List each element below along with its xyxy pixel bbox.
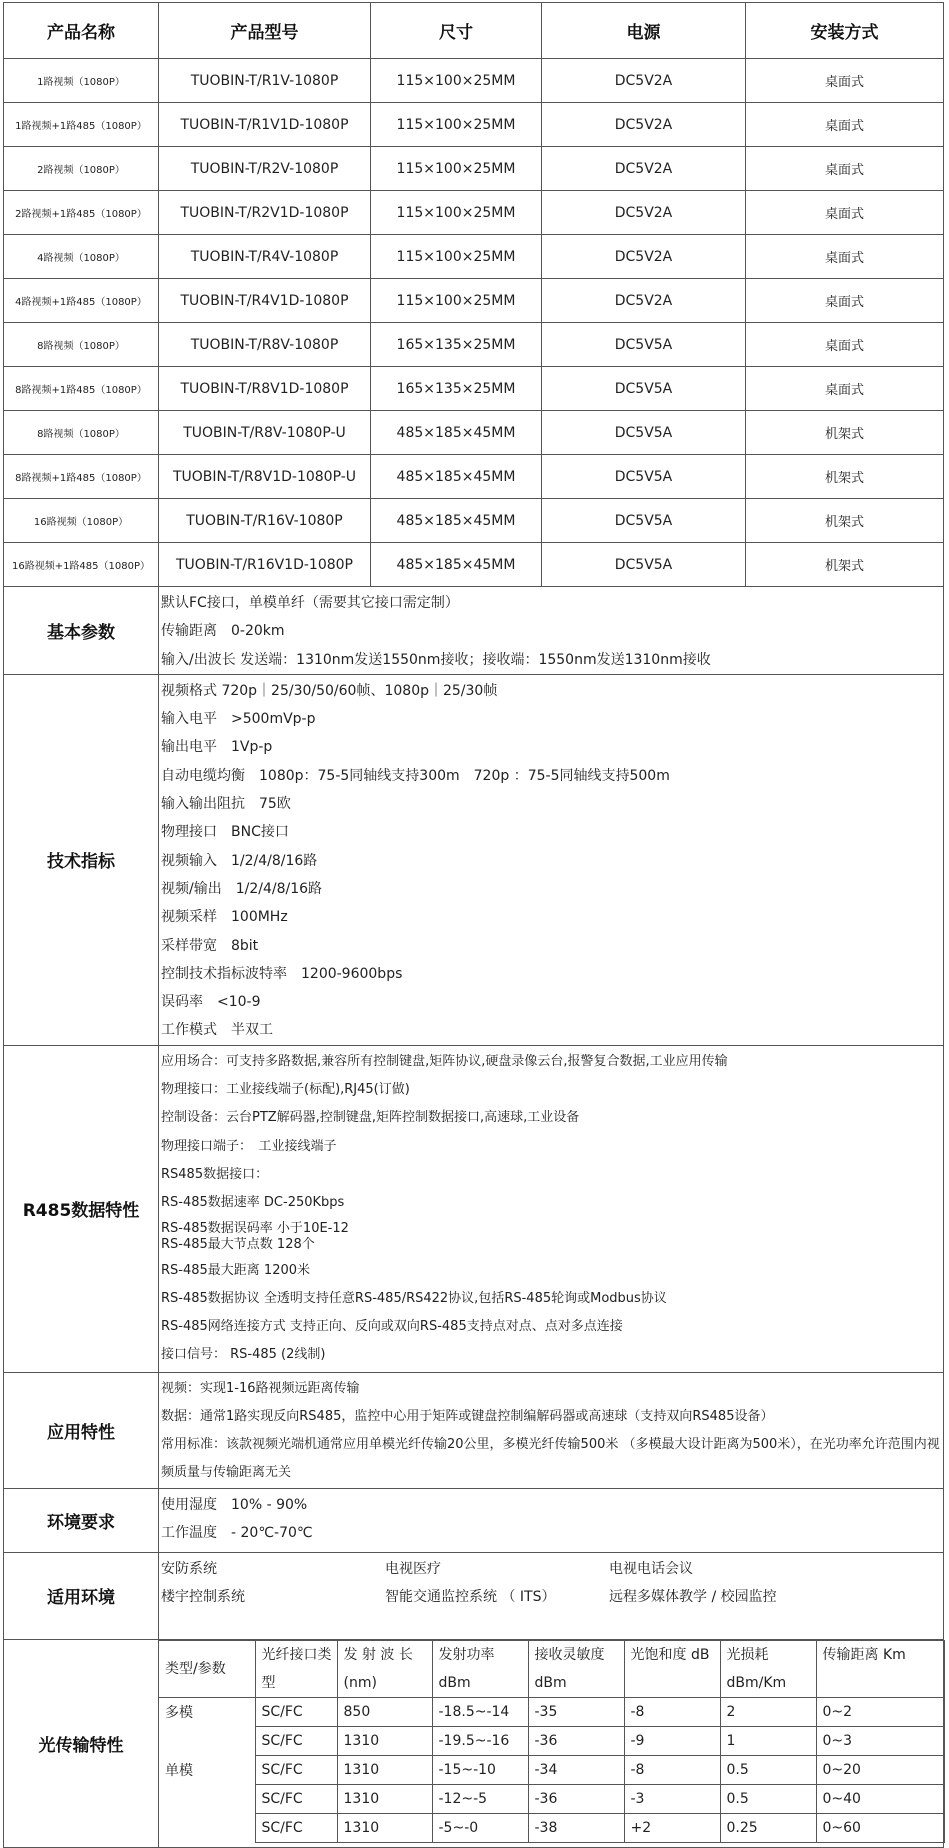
optical-cell-loss: 0.25 <box>720 1813 816 1842</box>
optical-row <box>159 1784 944 1813</box>
product-power-cell: DC5V5A <box>542 455 746 499</box>
optical-table <box>159 1640 945 1843</box>
product-power-cell: DC5V5A <box>542 323 746 367</box>
product-model-cell: TUOBIN-T/R8V-1080P <box>159 323 371 367</box>
product-name-cell: 1路视频+1路485（1080P） <box>4 103 159 147</box>
product-install-cell: 桌面式 <box>746 103 944 147</box>
product-name-cell: 8路视频（1080P） <box>4 411 159 455</box>
optical-header-cell: 光纤接口类型 <box>255 1640 337 1697</box>
r485-line: RS-485最大距离 1200米 <box>161 1262 311 1278</box>
optical-cell-type: 多模 <box>159 1697 255 1726</box>
optical-header-row <box>159 1640 944 1697</box>
product-name-cell: 16路视频+1路485（1080P） <box>4 543 159 587</box>
product-name-cell: 16路视频（1080P） <box>4 499 159 543</box>
col-header-model: 产品型号 <box>159 3 371 59</box>
optical-header-cell: 发 射 波 长 (nm) <box>337 1640 432 1697</box>
section-basic <box>4 587 944 675</box>
product-name-cell: 8路视频+1路485（1080P） <box>4 367 159 411</box>
header-row <box>4 3 944 59</box>
product-row <box>4 543 944 587</box>
env-apply-item: 电视医疗 <box>385 1560 441 1577</box>
optical-cell-type <box>159 1726 255 1755</box>
r485-line: RS-485数据速率 DC-250Kbps <box>161 1195 345 1211</box>
optical-header-cell: 接收灵敏度 dBm <box>528 1640 624 1697</box>
optical-cell-dist: 0~40 <box>816 1784 944 1813</box>
product-row <box>4 411 944 455</box>
section-body <box>159 587 944 675</box>
section-body <box>159 674 944 1045</box>
section-env-apply <box>4 1552 944 1639</box>
section-label: 技术指标 <box>4 674 159 1045</box>
optical-cell-loss: 2 <box>720 1697 816 1726</box>
optical-row <box>159 1813 944 1842</box>
optical-row <box>159 1755 944 1784</box>
optical-cell-dist: 0~2 <box>816 1697 944 1726</box>
section-label: R485数据特性 <box>4 1045 159 1372</box>
optical-header-cell: 发射功率 dBm <box>432 1640 528 1697</box>
product-name-cell: 4路视频+1路485（1080P） <box>4 279 159 323</box>
r485-line: RS485数据接口： <box>161 1166 269 1182</box>
section-optical <box>4 1639 944 1847</box>
tech-line: 控制技术指标波特率 1200-9600bps <box>161 965 403 982</box>
col-header-name: 产品名称 <box>4 3 159 59</box>
optical-cell-iface: SC/FC <box>255 1755 337 1784</box>
tech-lines <box>161 677 943 1045</box>
optical-cell-power: -18.5~-14 <box>432 1697 528 1726</box>
section-env-req <box>4 1488 944 1552</box>
tech-line: 采样带宽 8bit <box>161 937 259 954</box>
product-size-cell: 115×100×25MM <box>371 279 542 323</box>
app-line: 视频：实现1-16路视频远距离传输 <box>161 1380 360 1396</box>
product-install-cell: 桌面式 <box>746 323 944 367</box>
basic-line: 传输距离 0-20km <box>161 623 285 640</box>
product-install-cell: 机架式 <box>746 455 944 499</box>
optical-cell-sat: -9 <box>624 1726 720 1755</box>
section-body <box>159 1372 944 1488</box>
product-model-cell: TUOBIN-T/R4V1D-1080P <box>159 279 371 323</box>
optical-cell-type <box>159 1813 255 1842</box>
tech-line: 输入电平 >500mVp-p <box>161 711 316 728</box>
product-size-cell: 485×185×45MM <box>371 499 542 543</box>
optical-cell-wave: 1310 <box>337 1813 432 1842</box>
basic-line: 默认FC接口，单模单纤（需要其它接口需定制） <box>161 595 459 611</box>
product-power-cell: DC5V5A <box>542 499 746 543</box>
product-power-cell: DC5V5A <box>542 367 746 411</box>
optical-cell-loss: 0.5 <box>720 1784 816 1813</box>
r485-lines <box>161 1048 943 1218</box>
product-size-cell: 115×100×25MM <box>371 147 542 191</box>
product-model-cell: TUOBIN-T/R1V-1080P <box>159 59 371 103</box>
product-row <box>4 367 944 411</box>
product-install-cell: 桌面式 <box>746 59 944 103</box>
product-row <box>4 147 944 191</box>
optical-cell-sens: -36 <box>528 1726 624 1755</box>
optical-cell-loss: 1 <box>720 1726 816 1755</box>
optical-cell-sens: -36 <box>528 1784 624 1813</box>
env-apply-item: 智能交通监控系统 （ ITS） <box>385 1588 556 1605</box>
section-label: 光传输特性 <box>4 1639 159 1847</box>
product-size-cell: 115×100×25MM <box>371 191 542 235</box>
tech-line: 输入输出阻抗 75欧 <box>161 796 291 813</box>
section-label: 应用特性 <box>4 1372 159 1488</box>
r485-line: RS-485数据协议 全透明支持任意RS-485/RS422协议,包括RS-485轮询或Modbus协议 <box>161 1290 667 1306</box>
product-install-cell: 桌面式 <box>746 191 944 235</box>
optical-cell-sat: -8 <box>624 1697 720 1726</box>
r485-line: 物理接口端子： 工业接线端子 <box>161 1138 337 1154</box>
product-model-cell: TUOBIN-T/R2V-1080P <box>159 147 371 191</box>
product-row <box>4 455 944 499</box>
optical-cell-iface: SC/FC <box>255 1784 337 1813</box>
product-power-cell: DC5V5A <box>542 411 746 455</box>
optical-cell-power: -12~-5 <box>432 1784 528 1813</box>
product-power-cell: DC5V2A <box>542 235 746 279</box>
section-body <box>159 1045 944 1372</box>
product-model-cell: TUOBIN-T/R2V1D-1080P <box>159 191 371 235</box>
product-name-cell: 4路视频（1080P） <box>4 235 159 279</box>
product-size-cell: 165×135×25MM <box>371 367 542 411</box>
env-apply-item: 电视电话会议 <box>609 1560 693 1577</box>
optical-body <box>159 1697 944 1842</box>
product-row <box>4 191 944 235</box>
product-model-cell: TUOBIN-T/R16V1D-1080P <box>159 543 371 587</box>
section-label: 环境要求 <box>4 1488 159 1552</box>
product-name-cell: 2路视频+1路485（1080P） <box>4 191 159 235</box>
product-size-cell: 115×100×25MM <box>371 59 542 103</box>
app-lines <box>161 1375 943 1432</box>
optical-cell-wave: 1310 <box>337 1726 432 1755</box>
product-install-cell: 桌面式 <box>746 279 944 323</box>
optical-header-cell: 传输距离 Km <box>816 1640 944 1697</box>
tech-line: 视频/输出 1/2/4/8/16路 <box>161 880 323 897</box>
optical-row <box>159 1726 944 1755</box>
section-label: 基本参数 <box>4 587 159 675</box>
section-body <box>159 1639 944 1847</box>
product-model-cell: TUOBIN-T/R16V-1080P <box>159 499 371 543</box>
app-line: 数据：通常1路实现反向RS485，监控中心用于矩阵或键盘控制编解码器或高速球（支持双向RS485设备） <box>161 1409 774 1425</box>
product-power-cell: DC5V2A <box>542 103 746 147</box>
product-power-cell: DC5V2A <box>542 59 746 103</box>
col-header-install: 安装方式 <box>746 3 944 59</box>
tech-line: 自动电缆均衡 1080p：75-5同轴线支持300m 720p ：75-5同轴线支持500m <box>161 767 670 784</box>
product-power-cell: DC5V2A <box>542 191 746 235</box>
r485-line: RS-485最大节点数 128个 <box>161 1236 315 1252</box>
products-body <box>4 59 944 587</box>
product-model-cell: TUOBIN-T/R4V-1080P <box>159 235 371 279</box>
section-body <box>159 1552 944 1639</box>
product-install-cell: 桌面式 <box>746 147 944 191</box>
optical-cell-dist: 0~20 <box>816 1755 944 1784</box>
r485-line: 物理接口：工业接线端子(标配),RJ45(订做) <box>161 1082 410 1098</box>
basic-lines <box>161 589 943 674</box>
product-size-cell: 165×135×25MM <box>371 323 542 367</box>
optical-cell-power: -19.5~-16 <box>432 1726 528 1755</box>
env-apply-item: 远程多媒体教学 / 校园监控 <box>609 1588 777 1605</box>
optical-cell-dist: 0~3 <box>816 1726 944 1755</box>
optical-cell-sens: -35 <box>528 1697 624 1726</box>
product-model-cell: TUOBIN-T/R8V1D-1080P <box>159 367 371 411</box>
section-app <box>4 1372 944 1488</box>
r485-line: 应用场合：可支持多路数据,兼容所有控制键盘,矩阵协议,硬盘录像云台,报警复合数据,工业应用传输 <box>161 1053 728 1069</box>
optical-cell-dist: 0~60 <box>816 1813 944 1842</box>
optical-cell-sat: +2 <box>624 1813 720 1842</box>
product-model-cell: TUOBIN-T/R8V-1080P-U <box>159 411 371 455</box>
optical-cell-sat: -3 <box>624 1784 720 1813</box>
optical-cell-iface: SC/FC <box>255 1813 337 1842</box>
r485-lines-2 <box>161 1257 943 1370</box>
product-row <box>4 499 944 543</box>
optical-cell-sens: -38 <box>528 1813 624 1842</box>
env-req-lines <box>161 1491 943 1548</box>
section-tech <box>4 674 944 1045</box>
product-model-cell: TUOBIN-T/R1V1D-1080P <box>159 103 371 147</box>
optical-cell-type <box>159 1784 255 1813</box>
product-size-cell: 485×185×45MM <box>371 455 542 499</box>
optical-cell-type: 单模 <box>159 1755 255 1784</box>
product-name-cell: 8路视频+1路485（1080P） <box>4 455 159 499</box>
env-apply-item: 安防系统 <box>161 1560 217 1577</box>
product-size-cell: 485×185×45MM <box>371 411 542 455</box>
product-row <box>4 323 944 367</box>
product-model-cell: TUOBIN-T/R8V1D-1080P-U <box>159 455 371 499</box>
optical-cell-sat: -8 <box>624 1755 720 1784</box>
product-power-cell: DC5V2A <box>542 147 746 191</box>
section-label: 适用环境 <box>4 1552 159 1639</box>
env-req-line: 工作温度 - 20℃-70℃ <box>161 1525 313 1542</box>
optical-cell-power: -15~-10 <box>432 1755 528 1784</box>
product-power-cell: DC5V2A <box>542 279 746 323</box>
tech-line: 物理接口 BNC接口 <box>161 824 289 841</box>
basic-line: 输入/出波长 发送端：1310nm发送1550nm接收；接收端：1550nm发送1310nm接收 <box>161 651 711 668</box>
optical-header-cell: 光损耗 dBm/Km <box>720 1640 816 1697</box>
tech-line: 工作模式 半双工 <box>161 1022 273 1039</box>
product-spec-table <box>3 2 944 1848</box>
col-header-power: 电源 <box>542 3 746 59</box>
product-name-cell: 1路视频（1080P） <box>4 59 159 103</box>
r485-tight-lines <box>161 1218 943 1257</box>
product-name-cell: 2路视频（1080P） <box>4 147 159 191</box>
r485-line: 接口信号： RS-485 (2线制) <box>161 1347 326 1363</box>
optical-header-cell: 类型/参数 <box>159 1640 255 1697</box>
product-size-cell: 115×100×25MM <box>371 235 542 279</box>
product-install-cell: 机架式 <box>746 543 944 587</box>
product-install-cell: 桌面式 <box>746 367 944 411</box>
tech-line: 视频采样 100MHz <box>161 909 288 926</box>
product-row <box>4 279 944 323</box>
optical-row <box>159 1697 944 1726</box>
r485-line: RS-485网络连接方式 支持正向、反向或双向RS-485支持点对点、点对多点连接 <box>161 1319 623 1335</box>
tech-line: 输出电平 1Vp-p <box>161 739 273 756</box>
app-standard-text: 常用标准：该款视频光端机通常应用单模光纤传输20公里，多模光纤传输500米 （多模最大设计距离为500米），在光功率允许范围内视频质量与传输距离无关 <box>161 1437 940 1481</box>
optical-cell-wave: 1310 <box>337 1755 432 1784</box>
product-size-cell: 115×100×25MM <box>371 103 542 147</box>
product-name-cell: 8路视频（1080P） <box>4 323 159 367</box>
tech-line: 误码率 <10-9 <box>161 994 261 1011</box>
product-row <box>4 59 944 103</box>
env-apply-grid <box>161 1555 943 1611</box>
product-row <box>4 103 944 147</box>
tech-line: 视频格式 720p｜25/30/50/60帧、1080p｜25/30帧 <box>161 682 498 699</box>
section-r485 <box>4 1045 944 1372</box>
col-header-size: 尺寸 <box>371 3 542 59</box>
r485-line: RS-485数据误码率 小于10E-12 <box>161 1220 349 1236</box>
optical-cell-wave: 850 <box>337 1697 432 1726</box>
optical-cell-wave: 1310 <box>337 1784 432 1813</box>
optical-cell-loss: 0.5 <box>720 1755 816 1784</box>
section-body <box>159 1488 944 1552</box>
optical-header-cell: 光饱和度 dB <box>624 1640 720 1697</box>
product-install-cell: 桌面式 <box>746 235 944 279</box>
env-req-line: 使用湿度 10% - 90% <box>161 1496 308 1513</box>
tech-line: 视频输入 1/2/4/8/16路 <box>161 852 318 869</box>
product-power-cell: DC5V5A <box>542 543 746 587</box>
env-apply-item: 楼宇控制系统 <box>161 1588 245 1605</box>
product-row <box>4 235 944 279</box>
product-size-cell: 485×185×45MM <box>371 543 542 587</box>
product-install-cell: 机架式 <box>746 499 944 543</box>
optical-cell-sens: -34 <box>528 1755 624 1784</box>
product-install-cell: 机架式 <box>746 411 944 455</box>
r485-line: 控制设备：云台PTZ解码器,控制键盘,矩阵控制数据接口,高速球,工业设备 <box>161 1110 580 1126</box>
optical-cell-power: -5~-0 <box>432 1813 528 1842</box>
optical-cell-iface: SC/FC <box>255 1726 337 1755</box>
optical-cell-iface: SC/FC <box>255 1697 337 1726</box>
